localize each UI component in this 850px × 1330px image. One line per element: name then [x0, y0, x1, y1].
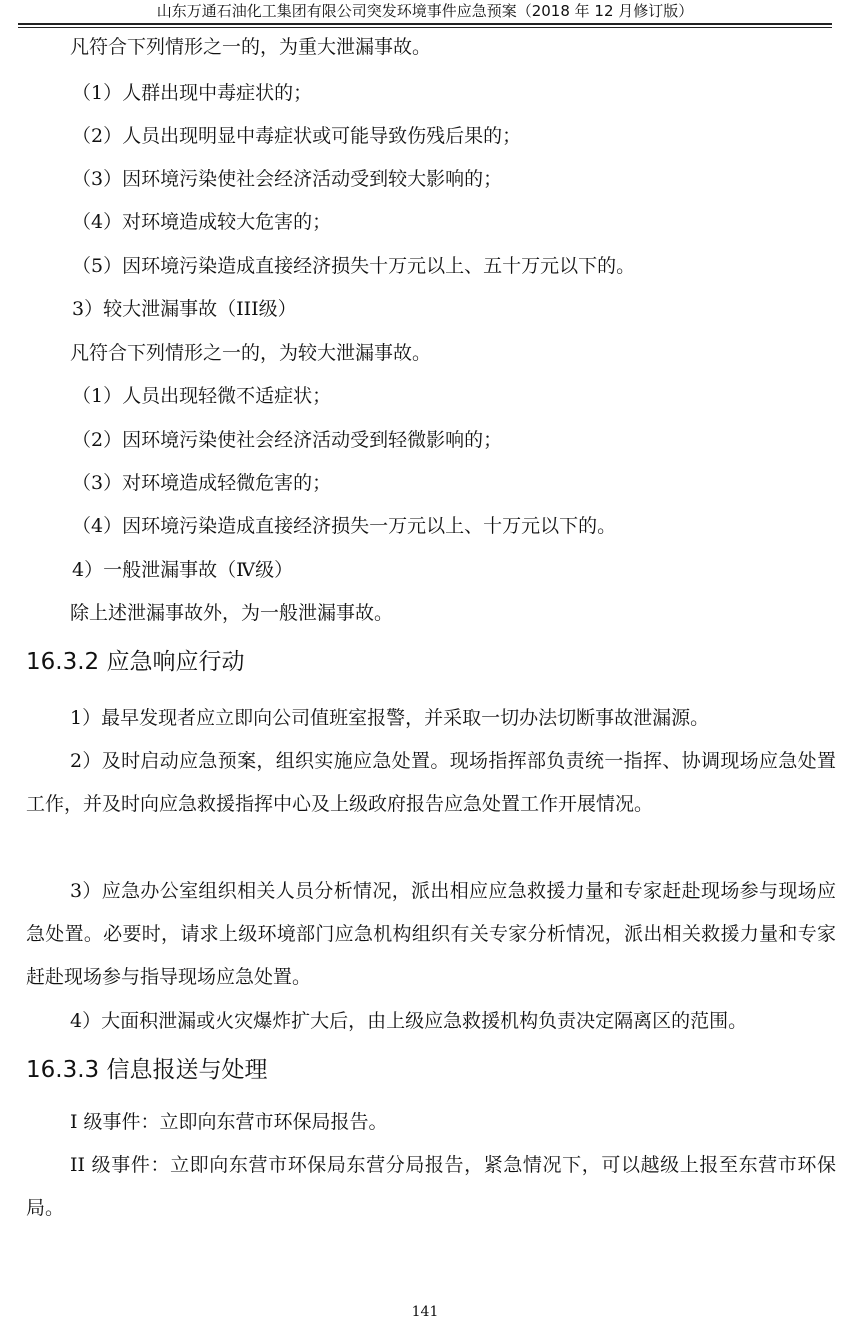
larger-leak-item-1: （1）人员出现轻微不适症状；	[72, 385, 332, 407]
major-leak-item-1: （1）人群出现中毒症状的；	[72, 82, 313, 104]
section-heading-16-3-3: 16.3.3 信息报送与处理	[26, 1057, 268, 1083]
major-leak-item-4: （4）对环境造成较大危害的；	[72, 211, 332, 233]
general-leak-text: 除上述泄漏事故外，为一般泄漏事故。	[70, 602, 394, 624]
header-rule-thin	[18, 27, 832, 28]
response-paragraph-3: 3）应急办公室组织相关人员分析情况，派出相应应急救援力量和专家赶赴现场参与现场应急处置。必要时，请求上级环境部门应急机构组织有关专家分析情况，派出相关救援力量和专家赶赴现场参与指导现场应急处置。	[26, 880, 836, 988]
header-title: 山东万通石油化工集团有限公司突发环境事件应急预案（2018 年 12 月修订版）	[156, 2, 694, 20]
response-paragraph-2: 2）及时启动应急预案，组织实施应急处置。现场指挥部负责统一指挥、协调现场应急处置工作，并及时向应急救援指挥中心及上级政府报告应急处置工作开展情况。	[26, 750, 836, 815]
report-paragraph-level-1: I 级事件：立即向东营市环保局报告。	[70, 1111, 388, 1133]
major-leak-item-2: （2）人员出现明显中毒症状或可能导致伤残后果的；	[72, 125, 522, 147]
larger-leak-item-2: （2）因环境污染使社会经济活动受到轻微影响的；	[72, 429, 503, 451]
larger-leak-intro: 凡符合下列情形之一的，为较大泄漏事故。	[70, 342, 432, 364]
major-leak-item-5: （5）因环境污染造成直接经济损失十万元以上、五十万元以下的。	[72, 255, 636, 277]
larger-leak-title: 3）较大泄漏事故（III级）	[72, 298, 297, 320]
major-leak-intro: 凡符合下列情形之一的，为重大泄漏事故。	[70, 36, 432, 58]
report-paragraph-level-2: II 级事件：立即向东营市环保局东营分局报告，紧急情况下，可以越级上报至东营市环保局。	[26, 1154, 836, 1219]
response-paragraph-4: 4）大面积泄漏或火灾爆炸扩大后，由上级应急救援机构负责决定隔离区的范围。	[70, 1010, 748, 1032]
response-paragraph-1: 1）最早发现者应立即向公司值班室报警，并采取一切办法切断事故泄漏源。	[70, 707, 710, 729]
page-number: 141	[411, 1304, 439, 1320]
header-rule	[18, 23, 832, 25]
section-heading-16-3-2: 16.3.2 应急响应行动	[26, 649, 245, 675]
larger-leak-item-3: （3）对环境造成轻微危害的；	[72, 472, 332, 494]
general-leak-title: 4）一般泄漏事故（Ⅳ级）	[72, 559, 294, 581]
major-leak-item-3: （3）因环境污染使社会经济活动受到较大影响的；	[72, 168, 503, 190]
larger-leak-item-4: （4）因环境污染造成直接经济损失一万元以上、十万元以下的。	[72, 515, 617, 537]
